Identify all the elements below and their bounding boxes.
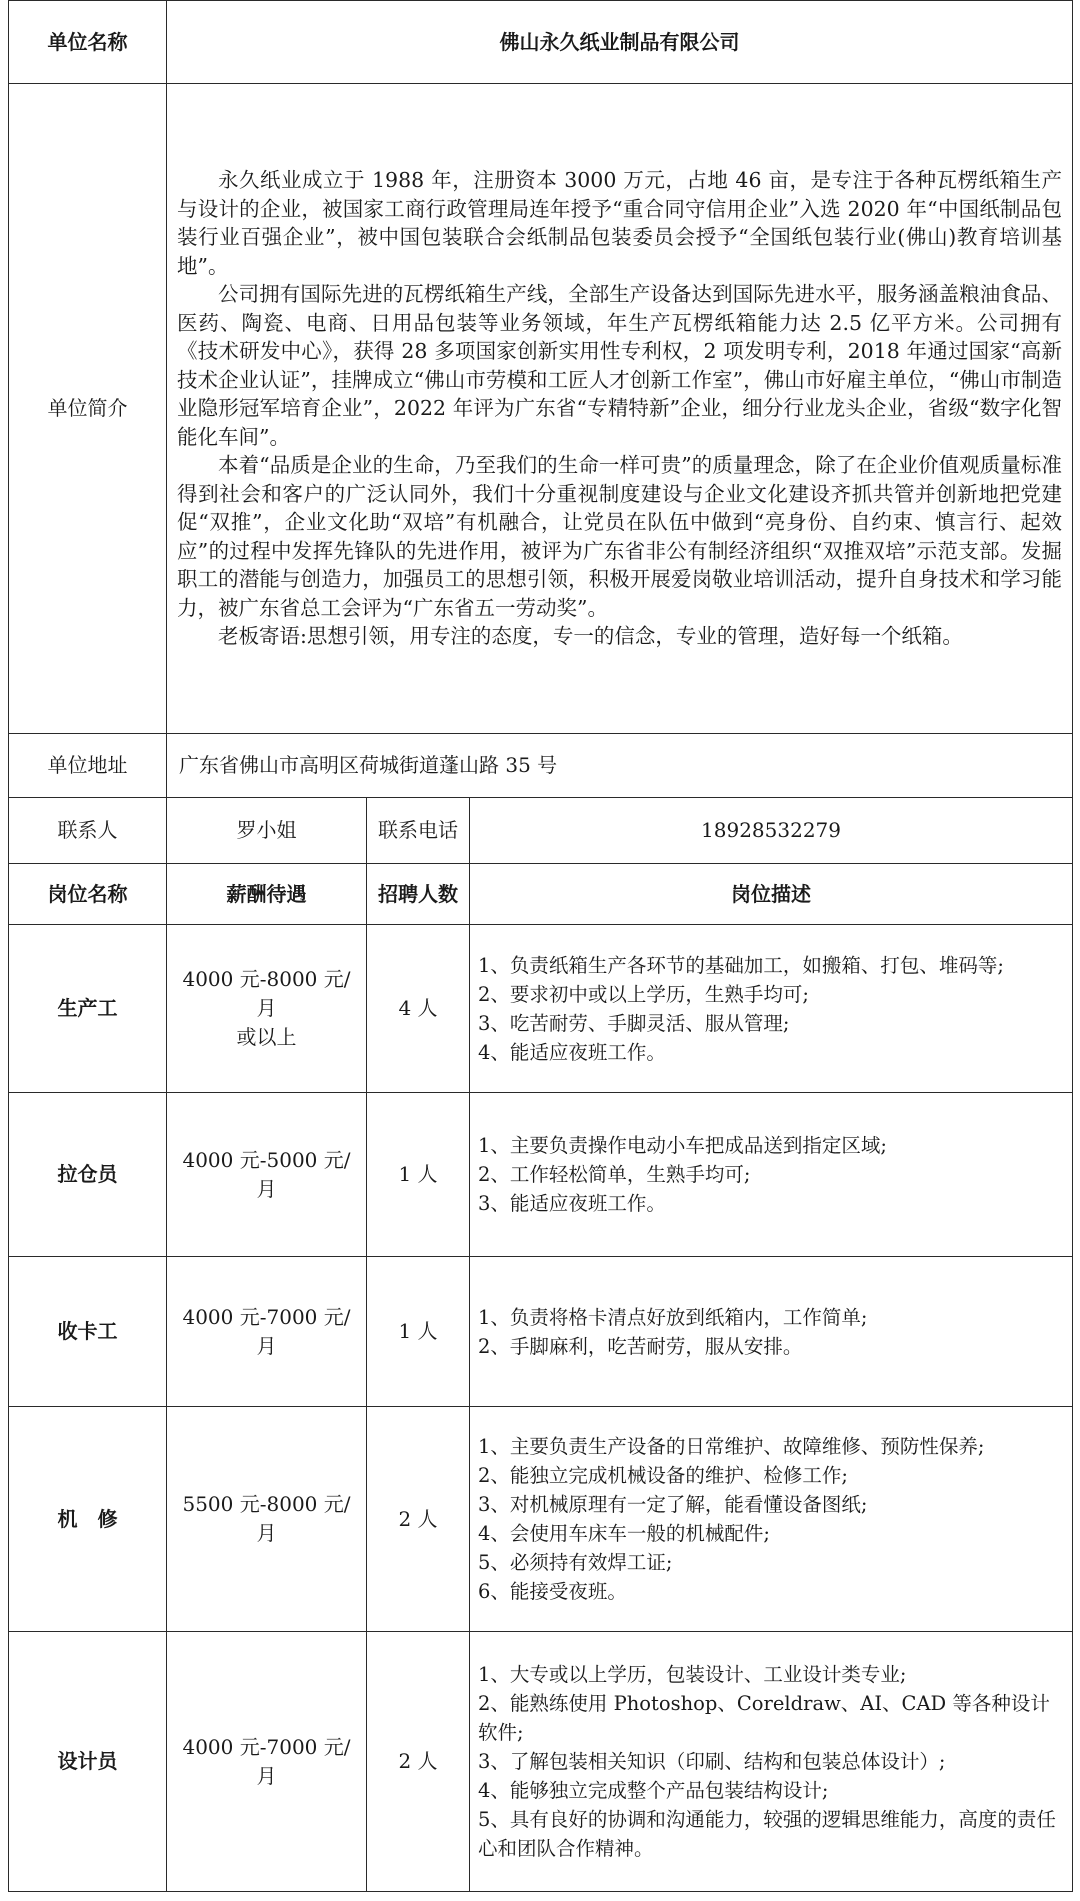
job-row — [9, 1257, 1073, 1407]
job-count: 2 人 — [367, 1632, 470, 1892]
job-row — [9, 1093, 1073, 1257]
desc-line: 3、了解包装相关知识（印刷、结构和包装总体设计）; — [478, 1750, 946, 1773]
desc-line: 1、主要负责操作电动小车把成品送到指定区域; — [478, 1134, 887, 1157]
job-row — [9, 1407, 1073, 1632]
desc-line: 3、吃苦耐劳、手脚灵活、服从管理; — [478, 1011, 790, 1035]
job-salary — [167, 1632, 367, 1892]
job-desc — [470, 1257, 1073, 1407]
salary-line: 4000 元-5000 元/ — [182, 1147, 351, 1172]
address-label: 单位地址 — [9, 734, 167, 798]
desc-line: 5、具有良好的协调和沟通能力，较强的逻辑思维能力，高度的责任心和团队合作精神。 — [478, 1808, 1056, 1860]
job-salary — [167, 1093, 367, 1257]
phone-number: 18928532279 — [470, 798, 1073, 864]
salary-line: 4000 元-7000 元/ — [182, 1304, 351, 1329]
header-job-name: 岗位名称 — [9, 864, 167, 925]
desc-line: 2、工作轻松简单，生熟手均可; — [478, 1163, 751, 1186]
desc-line: 2、要求初中或以上学历，生熟手均可; — [478, 982, 809, 1006]
address-row — [9, 734, 1073, 798]
job-name: 设计员 — [9, 1632, 167, 1892]
job-count: 4 人 — [367, 925, 470, 1093]
contact-name: 罗小姐 — [167, 798, 367, 864]
job-row — [9, 1632, 1073, 1892]
address-value: 广东省佛山市高明区荷城街道蓬山路 35 号 — [167, 734, 1073, 798]
salary-line: 月 — [256, 1763, 277, 1788]
desc-line: 4、会使用车床车一般的机械配件; — [478, 1522, 770, 1545]
company-label: 单位名称 — [9, 1, 167, 84]
salary-line: 月 — [256, 996, 277, 1020]
header-desc: 岗位描述 — [470, 864, 1073, 925]
intro-paragraph: 公司拥有国际先进的瓦楞纸箱生产线，全部生产设备达到国际先进水平，服务涵盖粮油食品、医药、陶瓷、电商、日用品包装等业务领域，年生产瓦楞纸箱能力达 2.5 亿平方米。公司拥有《技术研发中心》，获得 28 多项国家创新实用性专利权，2 项发明专利，2018 年通过国家“高新技术企业认证”，挂牌成立“佛山市劳模和工匠人才创新工作室”，佛山市好雇主单位，“佛山市制造业隐形冠军培育企业”，2022 年评为广东省“专精特新”企业，细分行业龙头企业，省级“数字化智能化车间”。 — [177, 282, 1063, 449]
job-count: 2 人 — [367, 1407, 470, 1632]
company-row — [9, 1, 1073, 84]
header-salary: 薪酬待遇 — [167, 864, 367, 925]
job-count: 1 人 — [367, 1093, 470, 1257]
desc-line: 3、对机械原理有一定了解，能看懂设备图纸; — [478, 1493, 868, 1516]
phone-label: 联系电话 — [367, 798, 470, 864]
desc-line: 6、能接受夜班。 — [478, 1580, 627, 1603]
job-salary — [167, 1407, 367, 1632]
job-name: 拉仓员 — [9, 1093, 167, 1257]
desc-line: 1、主要负责生产设备的日常维护、故障维修、预防性保养; — [478, 1435, 985, 1458]
desc-line: 1、负责将格卡清点好放到纸箱内，工作简单; — [478, 1305, 868, 1329]
contact-row — [9, 798, 1073, 864]
salary-line: 4000 元-7000 元/ — [182, 1734, 351, 1759]
intro-paragraph: 永久纸业成立于 1988 年，注册资本 3000 万元，占地 46 亩，是专注于各种瓦楞纸箱生产与设计的企业，被国家工商行政管理局连年授予“重合同守信用企业”入选 2020 年“中国纸制品包装行业百强企业”，被中国包装联合会纸制品包装委员会授予“全国纸包装行业(佛山)教育培训基地”。 — [177, 168, 1063, 278]
job-name: 生产工 — [9, 925, 167, 1093]
salary-line: 月 — [256, 1333, 277, 1358]
desc-line: 4、能适应夜班工作。 — [478, 1040, 666, 1064]
intro-paragraph: 老板寄语:思想引领，用专注的态度，专一的信念，专业的管理，造好每一个纸箱。 — [218, 624, 963, 649]
intro-label: 单位简介 — [9, 84, 167, 734]
company-name: 佛山永久纸业制品有限公司 — [167, 1, 1073, 84]
job-row — [9, 925, 1073, 1093]
recruitment-table — [8, 0, 1073, 1892]
salary-line: 月 — [256, 1521, 277, 1545]
salary-line: 或以上 — [236, 1025, 297, 1049]
job-desc — [470, 1093, 1073, 1257]
desc-line: 2、手脚麻利，吃苦耐劳，服从安排。 — [478, 1334, 803, 1358]
desc-line: 2、能熟练使用 Photoshop、Coreldraw、AI、CAD 等各种设计软件; — [478, 1692, 1050, 1744]
job-salary — [167, 1257, 367, 1407]
desc-line: 2、能独立完成机械设备的维护、检修工作; — [478, 1464, 848, 1487]
job-salary — [167, 925, 367, 1093]
intro-row — [9, 84, 1073, 734]
desc-line: 1、大专或以上学历，包装设计、工业设计类专业; — [478, 1663, 907, 1686]
contact-label: 联系人 — [9, 798, 167, 864]
job-count: 1 人 — [367, 1257, 470, 1407]
intro-text — [167, 84, 1073, 734]
jobs-header-row — [9, 864, 1073, 925]
job-name: 收卡工 — [9, 1257, 167, 1407]
header-count: 招聘人数 — [367, 864, 470, 925]
intro-paragraph: 本着“品质是企业的生命，乃至我们的生命一样可贵”的质量理念，除了在企业价值观质量标准得到社会和客户的广泛认同外，我们十分重视制度建设与企业文化建设齐抓共管并创新地把党建促“双推”，企业文化助“双培”有机融合，让党员在队伍中做到“亮身份、自约束、慎言行、起效应”的过程中发挥先锋队的先进作用，被评为广东省非公有制经济组织“双推双培”示范支部。发掘职工的潜能与创造力，加强员工的思想引领，积极开展爱岗敬业培训活动，提升自身技术和学习能力，被广东省总工会评为“广东省五一劳动奖”。 — [177, 453, 1063, 620]
salary-line: 月 — [256, 1176, 277, 1201]
job-desc — [470, 1407, 1073, 1632]
salary-line: 4000 元-8000 元/ — [182, 967, 351, 991]
desc-line: 1、负责纸箱生产各环节的基础加工，如搬箱、打包、堆码等; — [478, 953, 1004, 977]
desc-line: 4、能够独立完成整个产品包装结构设计; — [478, 1779, 829, 1802]
desc-line: 3、能适应夜班工作。 — [478, 1192, 666, 1215]
job-name: 机 修 — [9, 1407, 167, 1632]
desc-line: 5、必须持有效焊工证; — [478, 1551, 673, 1574]
job-desc — [470, 925, 1073, 1093]
salary-line: 5500 元-8000 元/ — [182, 1492, 351, 1516]
job-desc — [470, 1632, 1073, 1892]
